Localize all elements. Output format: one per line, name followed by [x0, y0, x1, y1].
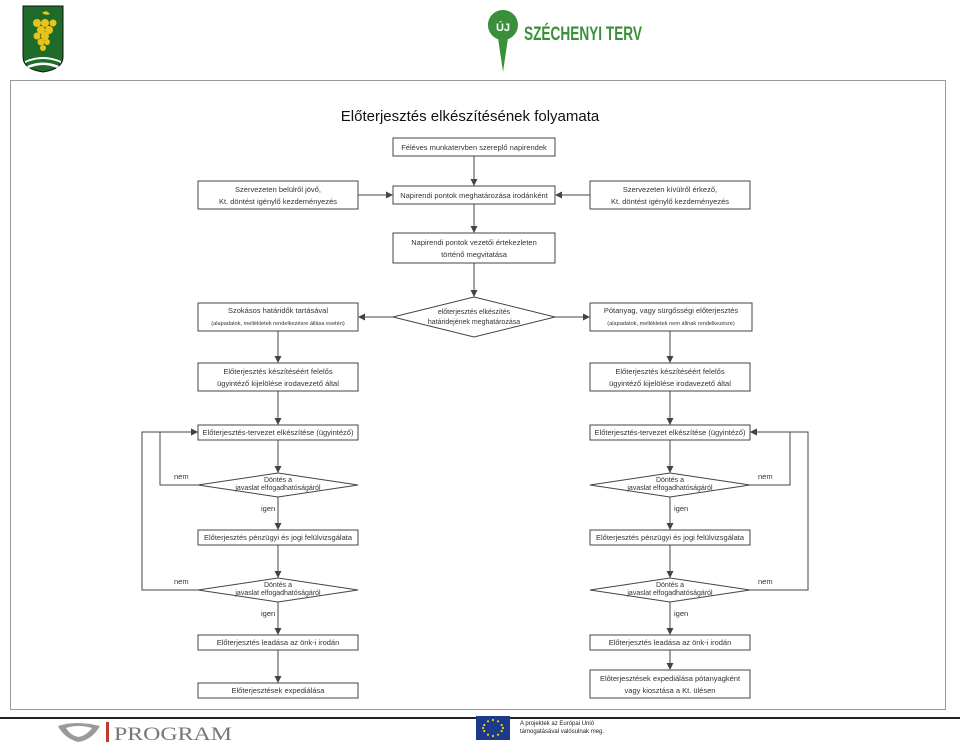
text-n17a: Előterjesztések expediálása pótanyagként — [599, 674, 741, 683]
text-n17b: vagy kiosztása a Kt. ülésen — [624, 686, 716, 695]
text-n12: Előterjesztés pénzügyi és jogi felülvizsgálata — [204, 533, 352, 542]
label-igen-left-1: igen — [261, 504, 276, 513]
text-d1a: előterjesztés elkészítés — [437, 309, 511, 316]
text-n6b: (alapadatok, mellékletek rendelkezésre állása esetén) — [211, 321, 345, 327]
text-n7b: (alapadatok, mellékletek nem állnak rendelkezésre) — [607, 321, 735, 327]
text-d2a: Döntés a — [263, 477, 293, 484]
text-n14: Előterjesztés leadása az önk-i irodán — [216, 638, 340, 647]
text-d4a: Döntés a — [263, 582, 293, 589]
diagram-title: Előterjesztés elkészítésének folyamata — [340, 108, 600, 125]
text-d5b: javaslat elfogadhatóságáról — [627, 590, 713, 597]
label-nem-left-1: nem — [174, 472, 189, 481]
label-nem-right-1: nem — [758, 472, 773, 481]
logo-text: SZÉCHENYI TERV — [524, 24, 689, 45]
text-n9a: Előterjesztés készítéséért felelős — [615, 367, 725, 376]
text-n9b: ügyintéző kijelölése irodavezető által — [609, 379, 731, 388]
text-n15: Előterjesztés leadása az önk-i irodán — [608, 638, 732, 647]
label-nem-right-2: nem — [758, 577, 773, 586]
eu-line-2: támogatásával valósulnak meg. — [520, 729, 605, 735]
program-logo — [56, 716, 256, 746]
text-d2b: javaslat elfogadhatóságáról — [235, 485, 321, 492]
text-d5a: Döntés a — [655, 582, 685, 589]
text-n7a: Pótanyag, vagy sürgősségi előterjesztés — [603, 306, 739, 315]
text-d4b: javaslat elfogadhatóságáról — [235, 590, 321, 597]
text-n6a: Szokásos határidők tartásával — [227, 306, 329, 315]
decision-deadline — [393, 297, 555, 337]
text-n10: Előterjesztés-tervezet elkészítése (ügyintéző) — [202, 428, 354, 437]
text-n8a: Előterjesztés készítéséért felelős — [223, 367, 333, 376]
text-n5b: történő megvitatása — [441, 250, 507, 259]
text-d3b: javaslat elfogadhatóságáról — [627, 485, 713, 492]
label-igen-right-1: igen — [674, 504, 689, 513]
text-n4b: Kt. döntést igénylő kezdeményezés — [611, 197, 729, 206]
label-igen-left-2: igen — [261, 609, 276, 618]
text-n2a: Szervezeten belülről jövő, — [235, 185, 321, 194]
text-n13: Előterjesztés pénzügyi és jogi felülvizsgálata — [596, 533, 744, 542]
eu-line-1: A projektek az Európai Unió — [520, 721, 595, 727]
text-d3a: Döntés a — [655, 477, 685, 484]
logo-badge-text: ÚJ — [495, 22, 511, 34]
text-n8b: ügyintéző kijelölése irodavezető által — [217, 379, 339, 388]
text-n5a: Napirendi pontok vezetői értekezleten — [411, 238, 537, 247]
program-text: PROGRAM — [114, 724, 233, 745]
label-nem-left-2: nem — [174, 577, 189, 586]
text-n4a: Szervezeten kívülről érkező, — [622, 185, 718, 194]
text-d1b: határidejének meghatározása — [427, 319, 521, 326]
text-n16: Előterjesztések expediálása — [231, 686, 325, 695]
text-n11: Előterjesztés-tervezet elkészítése (ügyintéző) — [594, 428, 746, 437]
label-igen-right-2: igen — [674, 609, 689, 618]
text-n2b: Kt. döntést igénylő kezdeményezés — [219, 197, 337, 206]
text-n3: Napirendi pontok meghatározása irodánként — [400, 191, 548, 200]
text-n1: Féléves munkatervben szereplő napirendek — [401, 143, 547, 152]
eu-support-text — [520, 720, 604, 736]
